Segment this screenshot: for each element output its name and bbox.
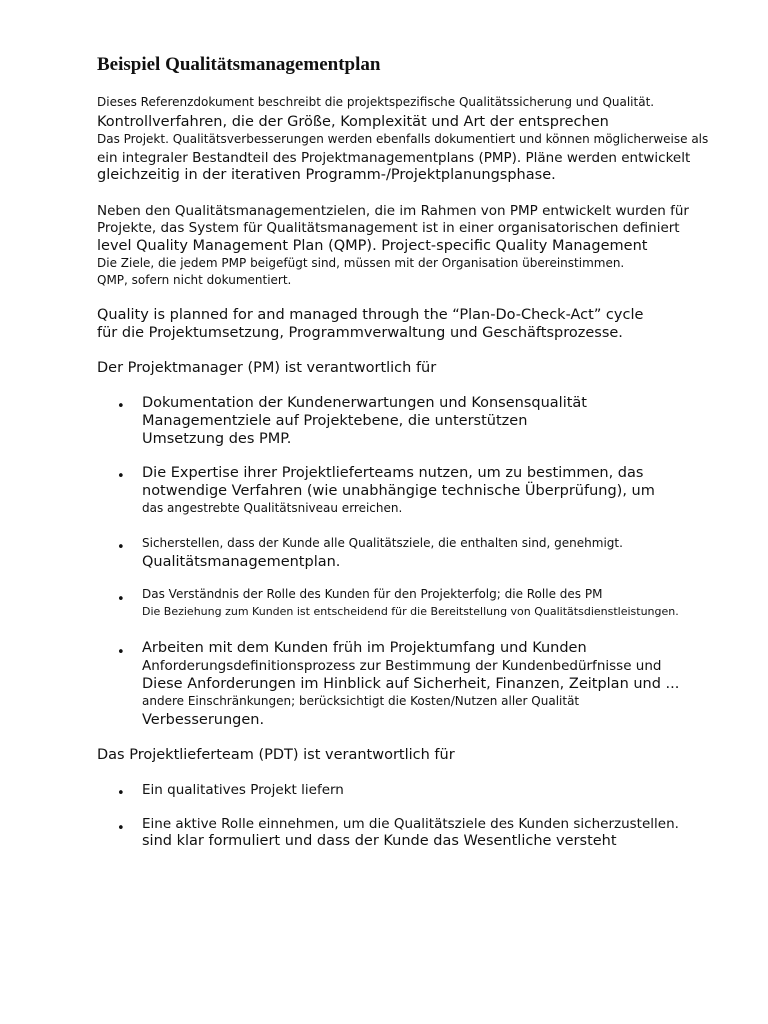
pm-item-2-line-2: notwendige Verfahren (wie unabhängige technische Überprüfung), um xyxy=(142,483,655,499)
pdt-heading: Das Projektlieferteam (PDT) ist verantwortlich für xyxy=(97,747,455,763)
pm-item-1-line-3: Umsetzung des PMP. xyxy=(142,431,292,447)
intro-line-4: ein integraler Bestandteil des Projektmanagementplans (PMP). Pläne werden entwickelt xyxy=(97,150,691,166)
pdt-item-2-line-2: sind klar formuliert und dass der Kunde das Wesentliche versteht xyxy=(142,833,617,849)
pm-item-2-line-1: Die Expertise ihrer Projektlieferteams nutzen, um zu bestimmen, das xyxy=(142,465,644,481)
bullet-icon: • xyxy=(117,399,125,414)
pm-item-4-line-1: Das Verständnis der Rolle des Kunden für den Projekterfolg; die Rolle des PM xyxy=(142,587,603,601)
bullet-icon: • xyxy=(117,540,125,555)
bullet-icon: • xyxy=(117,469,125,484)
pm-item-1-line-2: Managementziele auf Projektebene, die unterstützen xyxy=(142,413,528,429)
pm-item-1-line-1: Dokumentation der Kundenerwartungen und Konsensqualität xyxy=(142,395,587,411)
pm-item-5-line-3: Diese Anforderungen im Hinblick auf Sicherheit, Finanzen, Zeitplan und ... xyxy=(142,676,680,692)
intro-line-2: Kontrollverfahren, die der Größe, Komplexität und Art der entsprechen xyxy=(97,114,609,130)
pdt-item-1-line-1: Ein qualitatives Projekt liefern xyxy=(142,782,344,798)
para3-line-2: für die Projektumsetzung, Programmverwaltung und Geschäftsprozesse. xyxy=(97,325,623,341)
intro-line-1: Dieses Referenzdokument beschreibt die projektspezifische Qualitätssicherung und Qualität. xyxy=(97,95,655,109)
intro-line-3: Das Projekt. Qualitätsverbesserungen werden ebenfalls dokumentiert und können möglicherweise als xyxy=(97,132,709,146)
pm-heading: Der Projektmanager (PM) ist verantwortlich für xyxy=(97,360,437,376)
pm-item-5-line-4: andere Einschränkungen; berücksichtigt die Kosten/Nutzen aller Qualität xyxy=(142,694,580,708)
pm-item-4-line-2: Die Beziehung zum Kunden ist entscheidend für die Bereitstellung von Qualitätsdienstleistungen. xyxy=(142,605,679,618)
pm-item-5-line-2: Anforderungsdefinitionsprozess zur Bestimmung der Kundenbedürfnisse und xyxy=(142,658,662,674)
para2-line-2: Projekte, das System für Qualitätsmanagement ist in einer organisatorischen definiert xyxy=(97,220,680,236)
pm-item-5-line-5: Verbesserungen. xyxy=(142,712,265,728)
page-title: Beispiel Qualitätsmanagementplan xyxy=(97,54,381,75)
pm-item-2-line-3: das angestrebte Qualitätsniveau erreichen. xyxy=(142,501,403,515)
pm-item-3-line-1: Sicherstellen, dass der Kunde alle Qualitätsziele, die enthalten sind, genehmigt. xyxy=(142,536,623,550)
para3-line-1: Quality is planned for and managed through the “Plan-Do-Check-Act” cycle xyxy=(97,307,644,323)
bullet-icon: • xyxy=(117,645,125,660)
para2-line-4: Die Ziele, die jedem PMP beigefügt sind, müssen mit der Organisation übereinstimmen. xyxy=(97,256,625,270)
pdt-item-2-line-1: Eine aktive Rolle einnehmen, um die Qualitätsziele des Kunden sicherzustellen. xyxy=(142,816,679,832)
bullet-icon: • xyxy=(117,592,125,607)
para2-line-1: Neben den Qualitätsmanagementzielen, die im Rahmen von PMP entwickelt wurden für xyxy=(97,203,689,219)
pm-item-3-line-2: Qualitätsmanagementplan. xyxy=(142,554,341,570)
pm-item-5-line-1: Arbeiten mit dem Kunden früh im Projektumfang und Kunden xyxy=(142,640,587,656)
bullet-icon: • xyxy=(117,786,125,801)
intro-line-5: gleichzeitig in der iterativen Programm-/Projektplanungsphase. xyxy=(97,167,556,183)
para2-line-5: QMP, sofern nicht dokumentiert. xyxy=(97,273,292,287)
bullet-icon: • xyxy=(117,821,125,836)
para2-line-3: level Quality Management Plan (QMP). Project-specific Quality Management xyxy=(97,238,648,254)
